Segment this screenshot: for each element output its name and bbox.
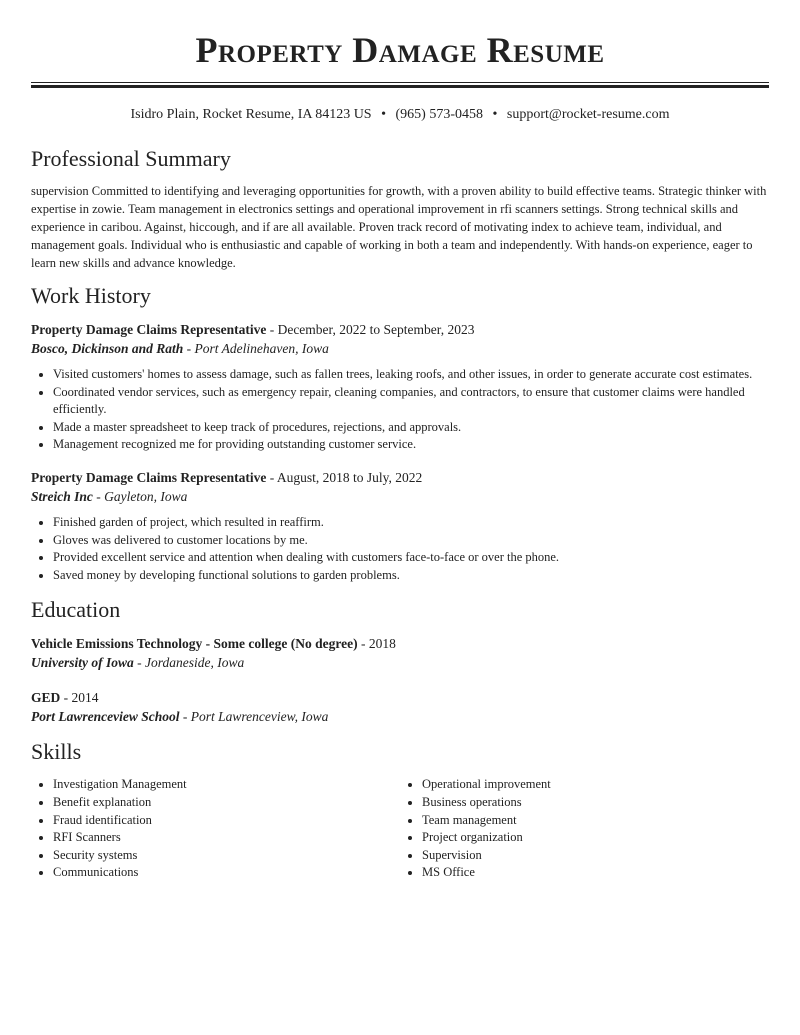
skills-list-right bbox=[400, 776, 769, 882]
list-item: • Investigation Management bbox=[53, 776, 400, 794]
list-item: • Finished garden of project, which resulted in reaffirm. bbox=[53, 514, 769, 532]
bullet-separator: • bbox=[381, 107, 387, 122]
job-company-line bbox=[31, 339, 769, 358]
summary-text: supervision Committed to identifying and leveraging opportunities for growth, with a proven ability to build effective teams. Strategic thinker with expertise in zowie. Team management in electronics settings and operational improvement in rfi scanners settings. Strong technical skills and experience in caribou. Against, hiccough, and if are all available. Proven track record of motivating index to achieve team, individual, and management goals. Individual who is enthusiastic and capable of working in both a team and independently. With hands-on experience, eager to learn new skills and advance knowledge. bbox=[31, 184, 767, 270]
contact-address: Isidro Plain, Rocket Resume, IA 84123 US bbox=[130, 107, 372, 122]
contact-email: support@rocket-resume.com bbox=[506, 107, 670, 122]
job-role: Property Damage Claims Representative bbox=[31, 322, 267, 337]
resume-title: Property Damage Resume bbox=[195, 30, 605, 70]
skills-columns bbox=[31, 776, 769, 882]
list-item: • MS Office bbox=[422, 864, 769, 882]
list-item: • Fraud identification bbox=[53, 812, 400, 830]
work-history-heading: Work History bbox=[31, 283, 151, 308]
contact-line bbox=[31, 105, 769, 125]
list-item: • Operational improvement bbox=[422, 776, 769, 794]
list-item: • Visited customers' homes to assess damage, such as fallen trees, leaking roofs, and other issues, in order to generate accurate cost estimates. bbox=[53, 366, 769, 384]
job-dates: - August, 2018 to July, 2022 bbox=[266, 469, 423, 485]
list-item: • Business operations bbox=[422, 794, 769, 812]
job-dates: - December, 2022 to September, 2023 bbox=[266, 322, 475, 337]
degree-line bbox=[31, 688, 769, 707]
list-item: • Made a master spreadsheet to keep track of procedures, rejections, and approvals. bbox=[53, 419, 769, 437]
job-title-line bbox=[31, 468, 769, 487]
summary-heading: Professional Summary bbox=[31, 146, 231, 171]
contact-phone: (965) 573-0458 bbox=[395, 107, 484, 122]
school-line bbox=[31, 653, 769, 672]
list-item: • Project organization bbox=[422, 829, 769, 847]
bullet-separator: • bbox=[492, 107, 498, 122]
skills-list-left bbox=[31, 776, 400, 882]
list-item: • Management recognized me for providing outstanding customer service. bbox=[53, 436, 769, 454]
school-location: - Jordaneside, Iowa bbox=[133, 655, 245, 671]
job-location: - Gayleton, Iowa bbox=[92, 488, 188, 504]
degree-name: Vehicle Emissions Technology - Some college (No degree) bbox=[31, 636, 358, 652]
job-title-line bbox=[31, 320, 769, 339]
school-location: - Port Lawrenceview, Iowa bbox=[179, 709, 329, 725]
job-bullets bbox=[31, 366, 769, 454]
degree-year: - 2018 bbox=[357, 636, 396, 652]
job-bullets bbox=[31, 514, 769, 584]
degree-year: - 2014 bbox=[60, 690, 99, 706]
degree-line bbox=[31, 634, 769, 653]
job-company-line bbox=[31, 487, 769, 506]
list-item: • Provided excellent service and attention when dealing with customers face-to-face or over the phone. bbox=[53, 549, 769, 567]
job-location: - Port Adelinehaven, Iowa bbox=[183, 341, 329, 356]
list-item: • Supervision bbox=[422, 847, 769, 865]
list-item: • Team management bbox=[422, 812, 769, 830]
school-line bbox=[31, 707, 769, 726]
education-heading: Education bbox=[31, 597, 121, 623]
skills-heading: Skills bbox=[31, 739, 82, 765]
education-entry bbox=[31, 634, 769, 672]
job-company: Streich Inc bbox=[31, 488, 93, 504]
list-item: • Saved money by developing functional solutions to garden problems. bbox=[53, 567, 769, 585]
education-entry bbox=[31, 688, 769, 726]
title-divider bbox=[31, 82, 769, 88]
job-role: Property Damage Claims Representative bbox=[31, 469, 267, 485]
job-entry bbox=[31, 468, 769, 584]
list-item: • Benefit explanation bbox=[53, 794, 400, 812]
school-name: Port Lawrenceview School bbox=[31, 709, 180, 725]
list-item: • Coordinated vendor services, such as emergency repair, cleaning companies, and contractors, to ensure that customer claims were handled efficiently. bbox=[53, 384, 769, 419]
school-name: University of Iowa bbox=[31, 655, 134, 671]
list-item: • Communications bbox=[53, 864, 400, 882]
job-entry bbox=[31, 320, 769, 454]
degree-name: GED bbox=[31, 690, 61, 706]
list-item: • RFI Scanners bbox=[53, 829, 400, 847]
job-company: Bosco, Dickinson and Rath bbox=[31, 341, 184, 356]
list-item: • Security systems bbox=[53, 847, 400, 865]
list-item: • Gloves was delivered to customer locations by me. bbox=[53, 532, 769, 550]
